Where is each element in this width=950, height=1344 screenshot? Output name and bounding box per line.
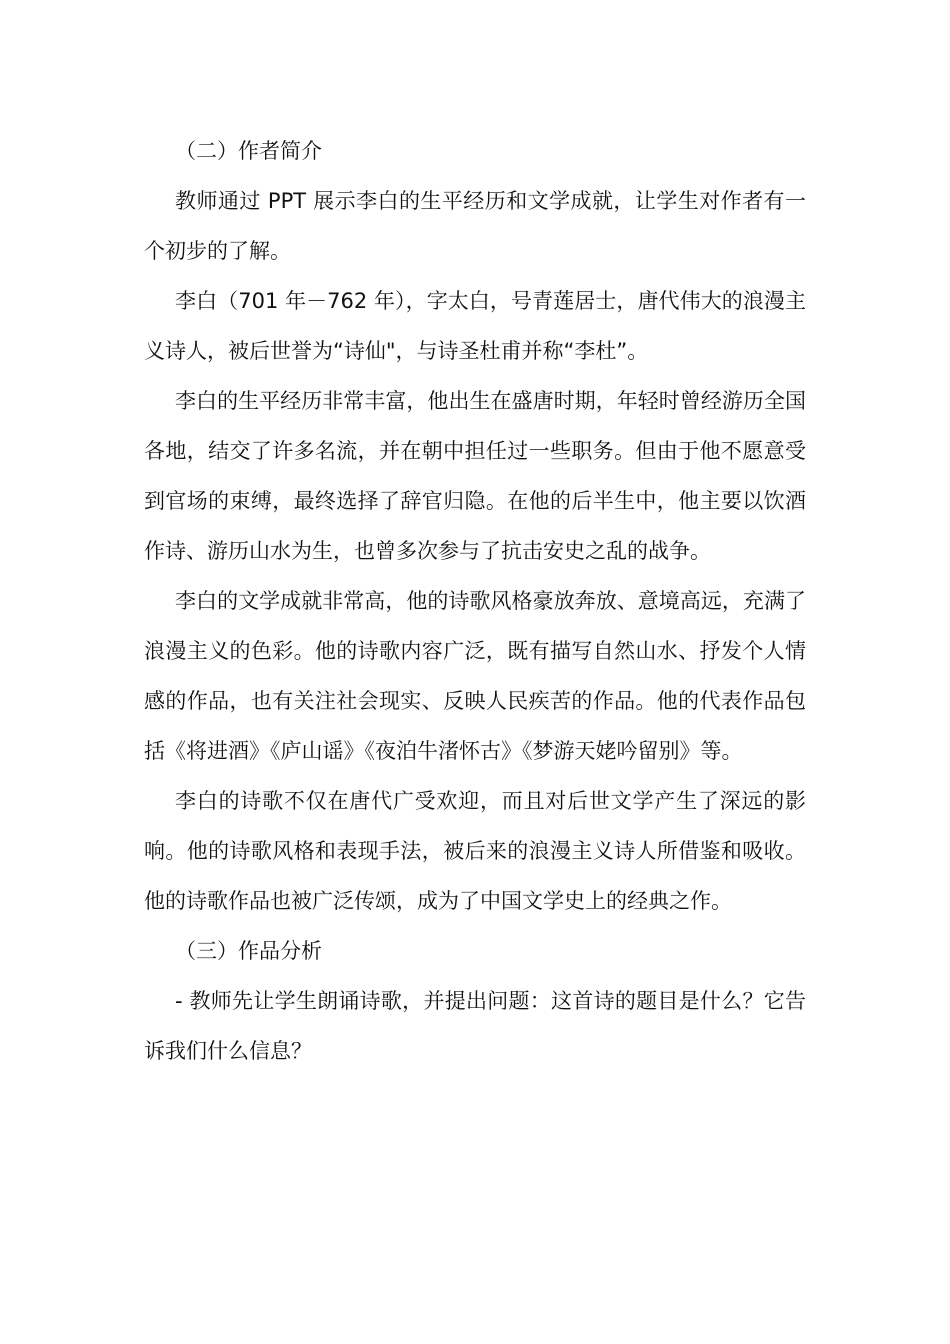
paragraph-teacher-question: - 教师先让学生朗诵诗歌，并提出问题：这首诗的题目是什么？它告诉我们什么信息？ (144, 989, 806, 1063)
paragraph-li-bai-basic: 李白（701 年－762 年），字太白，号青莲居士，唐代伟大的浪漫主义诗人，被后世誉为“诗仙"，与诗圣杜甫并称“李杜”。 (144, 289, 806, 363)
document-page (144, 126, 806, 1076)
paragraph-li-bai-achievement: 李白的文学成就非常高，他的诗歌风格豪放奔放、意境高远，充满了浪漫主义的色彩。他的诗歌内容广泛，既有描写自然山水、抒发个人情感的作品，也有关注社会现实、反映人民疾苦的作品。他的代表作品包括《将进酒》《庐山谣》《夜泊牛渚怀古》《梦游天姥吟留别》等。 (144, 589, 806, 763)
paragraph-li-bai-influence: 李白的诗歌不仅在唐代广受欢迎，而且对后世文学产生了深远的影响。他的诗歌风格和表现手法，被后来的浪漫主义诗人所借鉴和吸收。他的诗歌作品也被广泛传颂，成为了中国文学史上的经典之作。 (144, 789, 806, 913)
section-heading-work-analysis: （三）作品分析 (175, 939, 322, 963)
paragraph-li-bai-life: 李白的生平经历非常丰富，他出生在盛唐时期，年轻时曾经游历全国各地，结交了许多名流，并在朝中担任过一些职务。但由于他不愿意受到官场的束缚，最终选择了辞官归隐。在他的后半生中，他主要以饮酒作诗、游历山水为生，也曾多次参与了抗击安史之乱的战争。 (144, 389, 806, 563)
section-heading-author-intro: （二）作者简介 (175, 139, 322, 163)
paragraph-ppt-intro: 教师通过 PPT 展示李白的生平经历和文学成就，让学生对作者有一个初步的了解。 (144, 189, 806, 263)
